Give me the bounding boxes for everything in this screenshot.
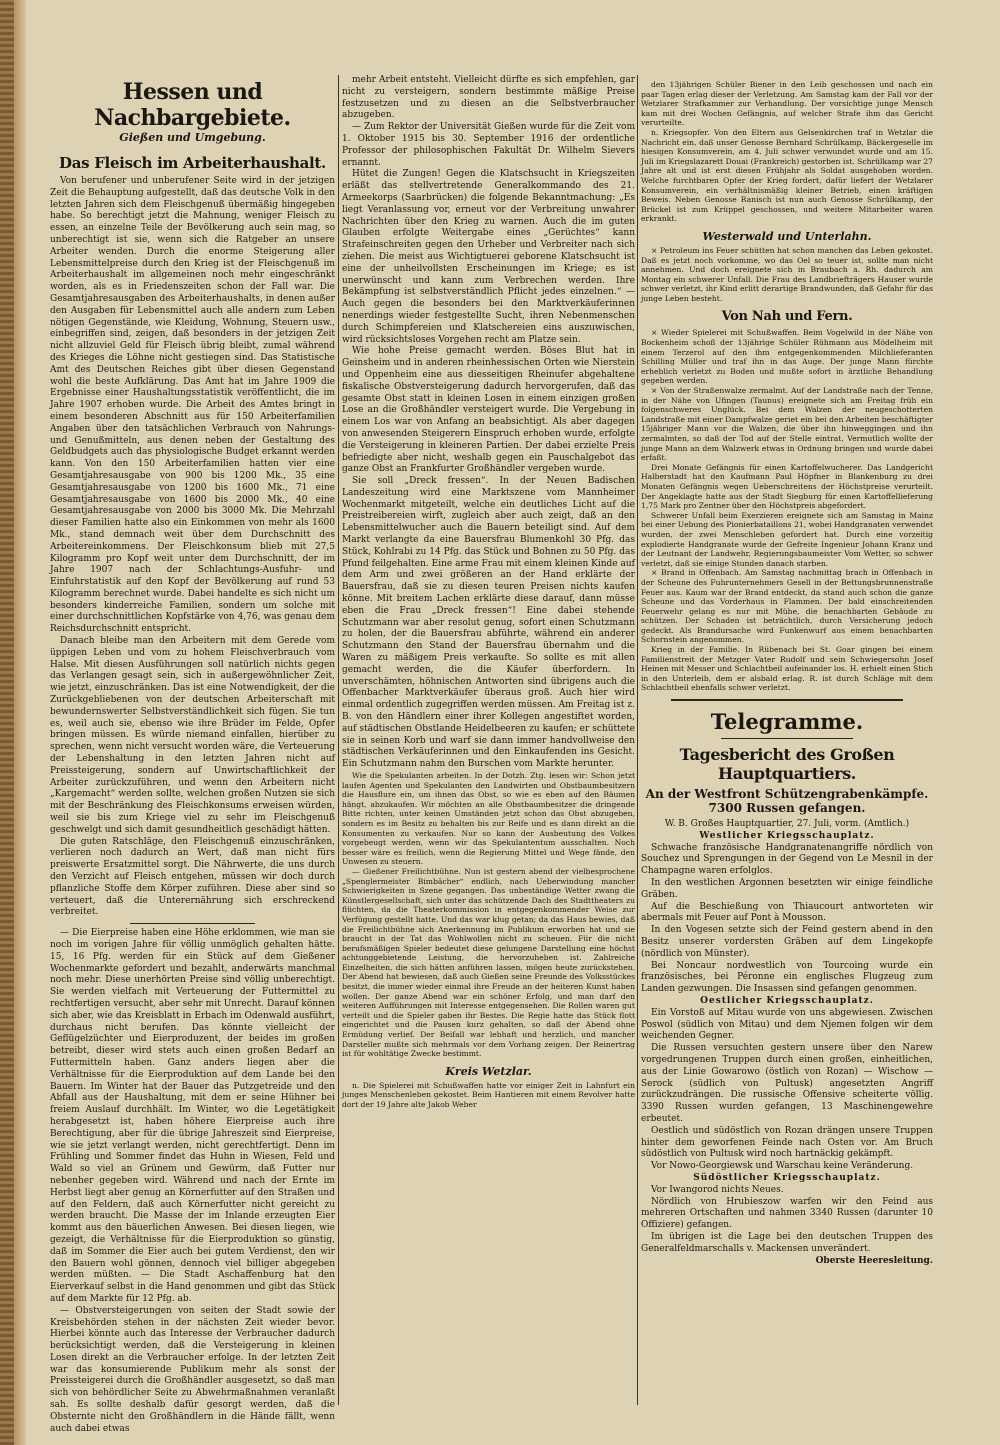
report-paragraph: Bei Noncaur nordwestlich von Tourcoing wurde ein französisches, bei Péronne ein englisches Flugzeug zum Landen gezwungen. Die Insassen sind gefangen genommen. bbox=[641, 960, 933, 995]
report-paragraph: Oestlich und südöstlich von Rozan drängen unsere Truppen hinter dem geworfenen Feinde nach Osten vor. Am Bruch südöstlich von Pultusk wird noch hartnäckig gekämpft. bbox=[641, 1125, 933, 1160]
article-paragraph: Wie hohe Preise gemacht werden. Böses Blut hat in Geinsheim und in anderen rheinhessischen Orten wie Nierstein und Oppenheim eine aus diesseitigen Rheinufer abgehaltene fiskalische Obstversteigerung dadurch hervorgerufen, daß das gesamte Obst statt in kleinen Losen in einem einzigen großen Lose an die Großhändler versteigert wurde. Die Vergebung in einem Los war von Anfang an beabsichtigt. Als aber dagegen von anwesenden Steigerern Einspruch erhoben wurde, erfolgte die Versteigerung in kleineren Partien. Der dabei erzielte Preis befriedigte aber nicht, weshalb gegen ein Pauschalgebot das ganze Obst an Frankfurter Großhändler vergeben wurde. bbox=[342, 346, 635, 475]
page-edge-strip bbox=[0, 0, 14, 1445]
article-paragraph: Von berufener und unberufener Seite wird in der jetzigen Zeit die Behauptung aufgestellt, daß das deutsche Volk in den letzten Jahren sich dem Fleischgenuß übermäßig hingegeben habe. So berechtigt jetzt die Mahnung, weniger Fleisch zu essen, an einzelne Teile der Bevölkerung auch sein mag, so unberechtigt ist sie, wenn sich die Ratgeber an unsere Arbeiter wenden. Durch die enorme Steigerung aller Lebensmittelpreise durch den Krieg ist der Fleischgenuß im Arbeiterhaushalt im allgemeinen noch mehr eingeschränkt worden, als es in Friedenszeiten schon der Fall war. Die Gesamtjahresausgaben des Arbeiterhaushalts, in denen außer den Ausgaben für Lebensmittel auch alle andern zum Leben nötigen Gegenstände, wie Kleidung, Wohnung, Steuern usw., einbegriffen sind, zeigen, daß besonders in der jetzigen Zeit nicht allzuviel Geld für Fleisch übrig bleibt, zumal während des Krieges die Löhne nicht gestiegen sind. Das Statistische Amt des Deutschen Reiches gibt über diesen Gegenstand wohl die beste Aufklärung. Das Amt hat im Jahre 1909 die Ergebnisse einer Haushaltungsstatistik veröffentlicht, die im Jahre 1907 erhoben wurde. Die Arbeit des Amtes bringt in einem besonderen Abschnitt aus für 150 Arbeiterfamilien Angaben über den tatsächlichen Verbrauch von Nahrungs- und Genußmitteln, aus denen neben der Gestaltung des Geldbudgets auch das physiologische Budget erkannt werden kann. Von den 150 Arbeiterfamilien hatten vier eine Gesamtjahresausgabe von 900 bis 1200 Mk., 35 eine Gesamtjahresausgabe von 1200 bis 1600 Mk., 71 eine Gesamtjahresausgabe von 1600 bis 2000 Mk., 40 eine Gesamtjahresausgabe von 2000 bis 3000 Mk. Die Mehrzahl dieser Familien hatte also ein Einkommen von mehr als 1600 Mk., stand demnach weit über dem Durchschnitt des Arbeitereinkommens. Der Fleischkonsum blieb mit 27,5 Kilogramm pro Kopf weit unter dem Durchschnitt, der im Jahre 1907 nach der Schlachtungs-Ausfuhr- und Einfuhrstatistik auf den Kopf der Bevölkerung auf rund 53 Kilogramm berechnet wurde. Dabei handelte es sich nicht um besonders kinderreiche Familien, sondern um solche mit einer durchschnittlichen Kopfstärke von 4,76, was genau dem Reichsdurchschnitt entspricht. bbox=[50, 176, 335, 635]
article-paragraph: × Petroleum ins Feuer schütten hat schon manchen das Leben gekostet. Daß es jetzt noch vorkomme, wo das Oel so teuer ist, sollte man nicht annehmen. Und doch ereignete sich in Braubach a. Rh. dadurch am Montag ein schwerer Unfall. Die Frau des Landbriefträgers Hauser wurde schwer verletzt, ihr Kind erlitt derartige Brandwunden, daß Gefahr für das junge Leben besteht. bbox=[641, 245, 933, 303]
column-left bbox=[50, 75, 335, 1434]
report-paragraph: Im übrigen ist die Lage bei den deutschen Truppen des Generalfeldmarschalls v. Mackensen unverändert. bbox=[641, 1231, 933, 1254]
article-paragraph: mehr Arbeit entsteht. Vielleicht dürfte es sich empfehlen, gar nicht zu versteigern, sondern bestimmte mäßige Preise festzusetzen und zu diesen an die Selbstverbraucher abzugeben. bbox=[342, 75, 635, 121]
small-print-block bbox=[342, 771, 635, 1059]
report-dateline: W. B. Großes Hauptquartier, 27. Juli, vorm. (Amtlich.) bbox=[664, 819, 910, 830]
subheading-kreis-wetzlar: Kreis Wetzlar. bbox=[445, 1064, 532, 1078]
article-paragraph: den 13jährigen Schüler Biener in den Leib geschossen und nach ein paar Tagen erlag dieser der Verletzung. Am Samstag kam der Fall vor der Wetzlarer Strafkammer zur Verhandlung. Der vorsichtige junge Mensch kam mit drei Wochen Gefängnis, auf welcher Strafe ihm das Gericht verurteilte. bbox=[641, 80, 933, 128]
section-divider bbox=[671, 699, 903, 701]
report-paragraph: Vor Nowo-Georgiewsk und Warschau keine Veränderung. bbox=[651, 1161, 914, 1172]
subheading-westerwald: Westerwald und Unterlahn. bbox=[702, 229, 872, 243]
column-middle bbox=[342, 75, 635, 1415]
report-paragraph: Ein Vorstoß auf Mitau wurde von uns abgewiesen. Zwischen Poswol (südlich von Mitau) und dem Njemen folgen wir dem weichenden Gegner. bbox=[641, 1007, 933, 1042]
article-title-fleisch: Das Fleisch im Arbeiterhaushalt. bbox=[59, 154, 326, 172]
report-subheading: 7300 Russen gefangen. bbox=[708, 801, 866, 816]
report-section-label: Oestlicher Kriegsschauplatz. bbox=[700, 995, 874, 1006]
article-paragraph: Drei Monate Gefängnis für einen Kartoffelwucherer. Das Landgericht Halberstadt hat den Kaufmann Paul Höpfner in Blankenburg zu drei Monaten Gefängnis wegen Ueberschreitens der Höchstpreise verurteilt. Der Angeklagte hatte aus der Stadt Siegburg für einen Kartoffellieferung 1,75 Mark pro Zentner über den Höchstpreis abgefordert. bbox=[641, 462, 933, 511]
report-section-label: Westlicher Kriegsschauplatz. bbox=[699, 830, 875, 841]
article-paragraph: Schwerer Unfall beim Exerzieren ereignete sich am Samstag in Mainz bei einer Uebung des Pionierbataillons 21, wobei Handgranaten verwendet wurden, der zwei Menschleben gefordert hat. Durch eine vorzeitig explodierte Handgranate wurde der Gefreite Ingenieur Johann Kranz und der Leutnant der Landwehr, Regierungsbaumeister Vom Wetter, so schwer verletzt, daß sie einige Stunden danach starben. bbox=[641, 510, 933, 568]
section-heading-hessen: Hessen und Nachbargebiete. bbox=[94, 79, 291, 131]
report-signature: Oberste Heeresleitung. bbox=[815, 1255, 933, 1266]
subheading-giessen: Gießen und Umgebung. bbox=[119, 131, 266, 144]
article-paragraph: Sie soll „Dreck fressen“. In der Neuen Badischen Landeszeitung wird eine Marktszene vom Mannheimer Wochenmarkt mitgeteilt, welche ein deutliches Licht auf die Preistreibereien wirft, zugleich aber auch zeigt, daß an den Lebensmittelwucher auch die Bauern beteiligt sind. Auf dem Markt verlangte da eine Bauersfrau Blumenkohl 30 Pfg. das Stück, Kohlrabi zu 14 Pfg. das Stück und Bohnen zu 50 Pfg. das Pfund feilgehalten. Eine arme Frau mit einem kleinen Kinde auf dem Arm und zwei größeren an der Hand erklärte der Bauersfrau, daß sie zu diesen teuren Preisen nichts kaufen könne. Mit breitem Lachen erklärte diese darauf, dann müsse eben die Frau „Dreck fressen“! Eine dabei stehende Schutzmann war aber resolut genug, sofort einen Schutzmann zu holen, der die Bauersfrau abführte, während ein anderer Schutzmann den Stand der Bauersfrau übernahm und die Waren zu mäßigem Preis verkaufte. So sollte es mit allen gemacht werden, die die Käufer überfordern. In unverschämten, höhnischen Antworten sind übrigens auch die Offenbacher Marktverkäufer überaus groß. Auch hier wird einmal ordentlich zugegriffen werden müssen. Am Freitag ist z. B. von den Händlern einer ihrer Kollegen angestiftet worden, auf städtischen Obstlande Heidelbeeren zu kaufen; er schüttete sie in seinen Korb und warf sie dann immer handvollweise den städtischen Verkäuferinnen und den Einkaufenden ins Gesicht. Ein Schutzmann nahm den Burschen vom Markte herunter. bbox=[342, 476, 635, 770]
article-paragraph: — Zum Rektor der Universität Gießen wurde für die Zeit vom 1. Oktober 1915 bis 30. September 1916 der ordentliche Professor der philosophischen Fakultät Dr. Wilhelm Sievers ernannt. bbox=[342, 122, 635, 168]
article-paragraph: × Von der Straßenwalze zermalmt. Auf der Landstraße nach der Tenne, in der Nähe von Ufingen (Taunus) ereignete sich am Freitag früh ein folgenschweres Unglück. Bei dem Walzen der neugeschotterten Landstraße mit einer Dampfwalze geriet ein bei den Arbeiten beschäftigter 15jähriger Mann vor die Walzen, die über ihn hinweggingen und ihn zermalmten, so daß der Tod auf der Stelle eintrat. Vermutlich wollte der junge Mann an dem Walzwerk etwas in Ordnung bringen und wurde dabei erfaßt. bbox=[641, 386, 933, 463]
article-paragraph: Hütet die Zungen! Gegen die Klatschsucht in Kriegszeiten erläßt das stellvertretende Generalkommando des 21. Armeekorps (Saarbrücken) die folgende Bekanntmachung: „Es liegt Veranlassung vor, erneut vor der Verbreitung unwahrer Nachrichten über den Krieg zu warnen. Auch die im guten Glauben erfolgte Weitergabe eines „Gerüchtes“ kann Strafeinschreiten gegen den Urheber und Verbreiter nach sich ziehen. Die meist aus Wichtigtuerei geborene Klatschsucht ist eine der unheilvollsten Erscheinungen im Kriege; es ist unerwünscht und kann zum Verbrechen werden. Ihre Bekämpfung ist selbstverständlich Pflicht jedes einzelnen.“ — Auch gegen die besonders bei den Marktverkäuferinnen nenerdings wieder festgestellte Sucht, ihren Nebenmenschen durch Schimpfereien und Klatschereien eins auszuwischen, wird rücksichtsloses Vorgehen recht am Platze sein. bbox=[342, 169, 635, 345]
column-right bbox=[641, 80, 933, 1420]
heading-tagesbericht: Tagesbericht des Großen Hauptquartiers. bbox=[679, 745, 895, 784]
article-paragraph: Wie die Spekulanten arbeiten. In der Dotzh. Ztg. lesen wir: Schon jetzt laufen Agenten und Spekulanten den Landwirten und Obstbaumbesitzern die Hausflure ein, um ihnen das Obst, so wie es eben auf den Bäumen hängt, abzukaufen. Wir möchten an alle Obstbaumbesitzer die dringende Bitte richten, unter keinen Umständen jetzt schon das Obst abzugeben, sondern es im Besitz zu behalten bis zur Reife und es dann direkt an die Konsumenten zu verkaufen. Nur so kann der Ausbeutung des Volkes vorgebeugt werden, wenn wir das Spekulantentum ausschalten. Noch besser wäre es freilich, wenn die Regierung Mittel und Wege fände, den Unwesen zu steuern. bbox=[342, 771, 635, 867]
report-paragraph: Nördlich von Hrubieszow warfen wir den Feind aus mehreren Ortschaften und nahmen 3340 Russen (darunter 10 Offiziere) gefangen. bbox=[641, 1196, 933, 1231]
report-paragraph: In den Vogesen setzte sich der Feind gestern abend in den Besitz unserer vordersten Gräben auf dem Lingekopfe (nördlich von Münster). bbox=[641, 925, 933, 959]
article-paragraph: — Gießener Freilichtbühne. Nun ist gestern abend der vielbesprochene „Spenglermeister Bimbächer“ endlich, nach Ueberwindung mancher Schwierigkeiten in Szene gegangen. Das unbeständige Wetter zwang die Künstlergesellschaft, sich unter das schützende Dach des Stadttheaters zu flüchten, da die Theaterkommission in entgegenkommender Weise zur Verfügung gestellt hatte. Und das war klug getan; da das Haus bewies, daß die Freilichtbühne sich Anerkennung im Publikum erworben hat und sie braucht in der Tat das Wohlwollen nicht zu scheuen. Für die nicht berufsmäßigen Spieler bedeutet diese gelungene Darstellung eine höchst achtunggebietende Leistung, die hervorzuheben ist. Zahlreiche Einzelheiten, die sich hätten anführen lassen, mögen heute zurückstehen. Der Abend hat bewiesen, daß auch Gießen seine Freunde des Volksstückes besitzt, die immer wieder einmal ihre Freude an der heiteren Kunst haben wollen. Der ganze Abend war ein schöner Erfolg, und man darf den weiteren Aufführungen mit Interesse entgegensehen. Die Rollen waren gut verteilt und die Spieler gaben ihr Bestes. Die Regie hatte das Stück flott eingerichtet und die Pausen kurz gehalten, so daß der Abend ohne Ermüdung verlief. Der Beifall war lebhaft und herzlich, und mancher Darsteller mußte sich mehrmals vor dem Vorhang zeigen. Der Reinertrag ist für wohltätige Zwecke bestimmt. bbox=[342, 866, 635, 1059]
article-paragraph: Danach bleibe man den Arbeitern mit dem Gerede vom üppigen Leben und vom zu hohem Fleischverbrauch vom Halse. Mit diesen Ausführungen soll natürlich nichts gegen das Verlangen gesagt sein, sich in außergewöhnlicher Zeit, wie jetzt, einzuschränken. Das ist eine Notwendigkeit, der die Zurückgebliebenen von der deutschen Arbeiterschaft mit bewundernswerter Selbstverständlichkeit sich fügen. Sie tun es, weil auch sie, ebenso wie ihre Brüder im Felde, Opfer bringen müssen. Es würde niemand einfallen, hierüber zu sprechen, wenn nicht versucht worden wäre, die Verteuerung der Lebenshaltung in den letzten Jahren nicht auf Preissteigerung, sondern auf Unwirtschaftlichkeit der Arbeiter zurückzuführen, und wenn den Arbeitern nicht „Kargemacht“ werden sollte, welchen großen Nutzen sie sich mit der Beschränkung des Fleischkonsums erweisen würden, weil sie bis zum Kriege viel zu sehr im Fleischgenuß geschwelgt und sich damit gesundheitlich geschädigt hätten. bbox=[50, 636, 335, 835]
article-paragraph: Die guten Ratschläge, den Fleischgenuß einzuschränken, verlieren noch dadurch an Wert, daß man nicht fürs preiswerte Ersatzmittel sorgt. Die Nährwerte, die uns durch den Verzicht auf Fleisch entgehen, müssen wir doch durch pflanzliche Stoffe dem Körper zuführen. Diese aber sind so verteuert, daß die Unterernährung sich erschreckend verbreitet. bbox=[50, 836, 335, 918]
article-paragraph: — Obstversteigerungen von seiten der Stadt sowie der Kreisbehörden stehen in der nächsten Zeit wieder bevor. Hierbei könnte auch das Interesse der Verbraucher dadurch berücksichtigt werden, daß die Versteigerung in kleinen Losen direkt an die Verbraucher erfolge. In der letzten Zeit war das konsumierende Publikum mehr als sonst der Preissteigerei durch die Großhändler ausgesetzt, so daß man sich von behördlicher Seite zu Abwehrmaßnahmen veranlaßt sah. Es sollte deshalb dafür gesorgt werden, daß die Obsternte nicht den Großhändlern in die Hände fällt, wenn auch dabei etwas bbox=[50, 1305, 335, 1434]
report-section-label: Südöstlicher Kriegsschauplatz. bbox=[693, 1172, 881, 1183]
article-divider bbox=[130, 923, 255, 924]
report-paragraph: Schwache französische Handgranatenangriffe nördlich von Souchez und Sprengungen in der Gegend von Le Mesnil in der Champagne waren erfolglos. bbox=[641, 842, 933, 877]
column-rule-1 bbox=[338, 75, 339, 1405]
article-paragraph: — Die Eierpreise haben eine Höhe erklommen, wie man sie noch im vorigen Jahre für völlig unmöglich gehalten hätte. 15, 16 Pfg. werden für ein Stück auf dem Gießener Wochenmarkte gefordert und bezahlt, anderwärts manchmal noch mehr. Diese unerhörten Preise sind völlig unberechtigt. Sie werden vielfach mit Verteuerung der Futtermittel zu rechtfertigen versucht, aber sehr mit Unrecht. Darauf können sich aber, wie das Kreisblatt in Erbach im Odenwald ausführt, durchaus nicht berufen. Das könnte vielleicht der Geflügelzüchter und Eierproduzent, der beides im großen betreibt, dieser wird stets auch einen großen Bedarf an Futtermitteln haben. Ganz anders liegen aber die Verhältnisse für die Eierproduktion auf dem Lande bei den Bauern. Im Winter hat der Bauer das Putzgetreide und den Abfall aus der Haushaltung, mit dem er seine Hühner bei freiem Auslauf durchhält. Im Winter, wo die Legetätigkeit herabgesetzt ist, haben höhere Eierpreise auch ihre Berechtigung, aber für die übrige Jahreszeit sind Eierpreise, wie sie jetzt verlangt werden, nicht gerechtfertigt. Denn im Frühling und Sommer findet das Huhn in Wiesen, Feld und Wald so viel an Grünem und Gewürm, daß Futter nur nebenher gegeben wird. Während und nach der Ernte im Herbst liegt aber genug an Körnerfutter auf den Straßen und auf den Feldern, daß auch Körnerfutter nicht gereicht zu werden braucht. Die Masse der im Inlande erzeugten Eier kommt aus den bäuerlichen Anwesen. Bei diesen liegen, wie gezeigt, die Verhältnisse für die Eierproduktion so günstig, daß im Sommer die Eier auch bei gutem Verdienst, den wir den Bauern wohl gönnen, dennoch viel billiger abgegeben werden müßten. — Die Stadt Aschaffenburg hat den Eierverkauf selbst in die Hand genommen und gibt das Stück auf dem Markte für 12 Pfg. ab. bbox=[50, 928, 335, 1304]
heading-telegramme: Telegramme. bbox=[710, 709, 864, 735]
report-paragraph: Vor Iwangorod nichts Neues. bbox=[651, 1184, 784, 1195]
report-paragraph: Die Russen versuchten gestern unsere über den Narew vorgedrungenen Truppen durch einen großen, einheitlichen, aus der Linie Gowarowo (östlich von Rozan) — Wischow — Serock (südlich von Pultusk) angesetzten Angriff zurückzudrängen. Die russische Offensive scheiterte völlig. 3390 Russen wurden gefangen, 13 Maschinengewehre erbeutet. bbox=[641, 1043, 933, 1124]
column-rule-2 bbox=[637, 75, 638, 1405]
article-paragraph: n. Kriegsopfer. Von den Eltern aus Gelsenkirchen traf in Wetzlar die Nachricht ein, daß unser Genosse Bernhard Schrülkamp, Bäckergeselle im hiesigen Konsumverein, am 4. Juli schwer verwundet wurde und am 15. Juli im Kriegslazarett Douai (Frankreich) gestorben ist. Schrülkamp war 27 Jahre alt und ist erst diesen Frühjahr als Soldat ausgehoben worden. Welche furchtbaren Opfer der Krieg fordert, dafür liefert der Wetzlarer Konsumverein, ein verhältnismäßig kleiner Betrieb, einen kräftigen Beweis. Neben Genosse Ranisch ist nun auch Genosse Schrülkamp, der Brückel ist zum Krüppel geschossen, und weitere Mitarbeiter waren erkrankt. bbox=[641, 127, 933, 224]
article-paragraph: × Brand in Offenbach. Am Samstag nachmittag brach in Offenbach in der Scheune des Fuhrunternehmers Gesell in der Bettungsbrunnenstraße Feuer aus. Kaum war der Brand entdeckt, da stand auch schon die ganze Scheune und das Vorderhaus in Flammen. Der bald einschreitenden Feuerwehr gelang es nur mit Mühe, die benachbarten Gebäude zu schützen. Der Schaden ist beträchtlich, durch Versicherung jedoch gedeckt. Als Brandursache wird Funkenwurf aus einem benachbarten Schornstein angenommen. bbox=[641, 568, 933, 645]
report-subheading: An der Westfront Schützengrabenkämpfe. bbox=[645, 787, 929, 802]
subheading-von-nah-und-fern: Von Nah und Fern. bbox=[721, 309, 853, 325]
article-paragraph: Krieg in der Familie. In Rübenach bei St. Goar gingen bei einem Familienstreit der Metzger Vater Rudolf und sein Schwiegersohn Josef Heinen mit Messer und Schlachtbeil aufeinander los. H. erhielt einen Stich in den Unterleib, dem er alsbald erlag. R. ist durch Schläge mit dem Schlachtbeil ebenfalls schwer verletzt. bbox=[641, 645, 933, 693]
report-paragraph: In den westlichen Argonnen besetzten wir einige feindliche Gräben. bbox=[641, 878, 933, 900]
report-paragraph: Auf die Beschießung von Thiaucourt antworteten wir abermals mit Feuer auf Pont à Mousson. bbox=[641, 901, 933, 924]
article-paragraph: × Wieder Spielerei mit Schußwaffen. Beim Vogelwild in der Nähe von Bockenheim schoß der 13jährige Schüler Rühmann aus Mödelheim mit einem Terzerol auf den ihm entgegenkommenden Milchlieferanten Schilling Müller und traf ihn in das Auge. Der junge Mann fürchte erheblich verletzt zu Boden und mußte sofort in ärztliche Behandlung gegeben werden. bbox=[641, 328, 933, 386]
section-divider bbox=[721, 738, 853, 739]
article-paragraph: n. Die Spielerei mit Schußwaffen hatte vor einiger Zeit in Lahnfurt ein junges Menschenleben gekostet. Beim Hantieren mit einem Revolver hatte dort der 19 Jahre alte Jakob Weber bbox=[342, 1080, 635, 1110]
